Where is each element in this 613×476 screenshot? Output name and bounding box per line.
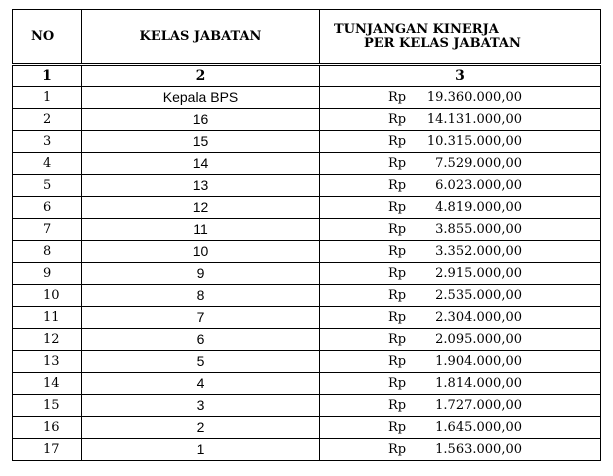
row-no: 12 <box>13 329 82 351</box>
row-tunjangan <box>320 373 601 395</box>
table-row <box>13 329 601 351</box>
row-no: 11 <box>13 307 82 329</box>
amount-value: 3.855.000,00 <box>435 222 522 237</box>
row-no: 17 <box>13 439 82 461</box>
header-kelas-jabatan: KELAS JABATAN <box>82 10 320 65</box>
row-kelas-jabatan: 14 <box>82 153 320 175</box>
row-no: 13 <box>13 351 82 373</box>
currency-label: Rp <box>388 332 407 347</box>
currency-label: Rp <box>388 222 407 237</box>
row-tunjangan <box>320 109 601 131</box>
amount-value: 2.915.000,00 <box>435 266 522 281</box>
column-index-2: 2 <box>82 65 320 87</box>
currency-label: Rp <box>388 442 407 457</box>
table-row <box>13 87 601 109</box>
row-kelas-jabatan: 9 <box>82 263 320 285</box>
tunjangan-kinerja-table <box>12 9 601 461</box>
currency-label: Rp <box>388 288 407 303</box>
row-tunjangan <box>320 351 601 373</box>
amount-value: 6.023.000,00 <box>435 178 522 193</box>
header-tunjangan-line2: PER KELAS JABATAN <box>364 35 521 51</box>
header-tunjangan-kinerja <box>320 10 601 65</box>
currency-label: Rp <box>388 354 407 369</box>
amount-value: 4.819.000,00 <box>435 200 522 215</box>
row-no: 2 <box>13 109 82 131</box>
row-no: 5 <box>13 175 82 197</box>
table-row <box>13 417 601 439</box>
table-row <box>13 153 601 175</box>
amount-value: 7.529.000,00 <box>435 156 522 171</box>
currency-label: Rp <box>388 310 407 325</box>
amount-value: 10.315.000,00 <box>426 134 522 149</box>
row-no: 6 <box>13 197 82 219</box>
header-row <box>13 10 601 65</box>
table-row <box>13 263 601 285</box>
amount-value: 14.131.000,00 <box>426 112 522 127</box>
currency-label: Rp <box>388 112 407 127</box>
row-tunjangan <box>320 131 601 153</box>
row-kelas-jabatan: 16 <box>82 109 320 131</box>
row-kelas-jabatan: 13 <box>82 175 320 197</box>
row-kelas-jabatan: 2 <box>82 417 320 439</box>
amount-value: 1.645.000,00 <box>435 420 522 435</box>
currency-label: Rp <box>388 200 407 215</box>
row-no: 8 <box>13 241 82 263</box>
row-kelas-jabatan: Kepala BPS <box>82 87 320 109</box>
table-row <box>13 109 601 131</box>
row-tunjangan <box>320 285 601 307</box>
currency-label: Rp <box>388 90 407 105</box>
amount-value: 1.814.000,00 <box>435 376 522 391</box>
table-body <box>13 87 601 461</box>
amount-value: 1.727.000,00 <box>435 398 522 413</box>
amount-value: 19.360.000,00 <box>426 90 522 105</box>
row-no: 3 <box>13 131 82 153</box>
row-no: 16 <box>13 417 82 439</box>
row-tunjangan <box>320 175 601 197</box>
table-row <box>13 395 601 417</box>
row-kelas-jabatan: 3 <box>82 395 320 417</box>
column-index-row <box>13 65 601 87</box>
row-tunjangan <box>320 219 601 241</box>
row-no: 1 <box>13 87 82 109</box>
currency-label: Rp <box>388 244 407 259</box>
table-row <box>13 175 601 197</box>
row-no: 4 <box>13 153 82 175</box>
table-row <box>13 285 601 307</box>
table-row <box>13 219 601 241</box>
row-no: 14 <box>13 373 82 395</box>
currency-label: Rp <box>388 376 407 391</box>
amount-value: 1.563.000,00 <box>435 442 522 457</box>
row-kelas-jabatan: 15 <box>82 131 320 153</box>
row-tunjangan <box>320 197 601 219</box>
row-kelas-jabatan: 7 <box>82 307 320 329</box>
header-no: NO <box>13 10 82 65</box>
amount-value: 1.904.000,00 <box>435 354 522 369</box>
table-row <box>13 373 601 395</box>
table-row <box>13 307 601 329</box>
row-kelas-jabatan: 12 <box>82 197 320 219</box>
column-index-3: 3 <box>320 65 601 87</box>
table-row <box>13 197 601 219</box>
row-tunjangan <box>320 395 601 417</box>
currency-label: Rp <box>388 420 407 435</box>
amount-value: 3.352.000,00 <box>435 244 522 259</box>
currency-label: Rp <box>388 178 407 193</box>
row-kelas-jabatan: 10 <box>82 241 320 263</box>
row-tunjangan <box>320 307 601 329</box>
row-tunjangan <box>320 263 601 285</box>
currency-label: Rp <box>388 266 407 281</box>
row-kelas-jabatan: 11 <box>82 219 320 241</box>
amount-value: 2.095.000,00 <box>435 332 522 347</box>
table-row <box>13 439 601 461</box>
row-tunjangan <box>320 87 601 109</box>
row-tunjangan <box>320 153 601 175</box>
table-row <box>13 351 601 373</box>
row-kelas-jabatan: 8 <box>82 285 320 307</box>
amount-value: 2.304.000,00 <box>435 310 522 325</box>
row-kelas-jabatan: 6 <box>82 329 320 351</box>
row-tunjangan <box>320 241 601 263</box>
row-tunjangan <box>320 439 601 461</box>
currency-label: Rp <box>388 134 407 149</box>
currency-label: Rp <box>388 398 407 413</box>
table-row <box>13 131 601 153</box>
row-no: 9 <box>13 263 82 285</box>
header-tunjangan-line1: TUNJANGAN KINERJA <box>334 21 499 37</box>
currency-label: Rp <box>388 156 407 171</box>
row-tunjangan <box>320 329 601 351</box>
row-kelas-jabatan: 4 <box>82 373 320 395</box>
row-kelas-jabatan: 1 <box>82 439 320 461</box>
row-no: 7 <box>13 219 82 241</box>
row-kelas-jabatan: 5 <box>82 351 320 373</box>
row-no: 10 <box>13 285 82 307</box>
amount-value: 2.535.000,00 <box>435 288 522 303</box>
row-no: 15 <box>13 395 82 417</box>
row-tunjangan <box>320 417 601 439</box>
table-row <box>13 241 601 263</box>
column-index-1: 1 <box>13 65 82 87</box>
